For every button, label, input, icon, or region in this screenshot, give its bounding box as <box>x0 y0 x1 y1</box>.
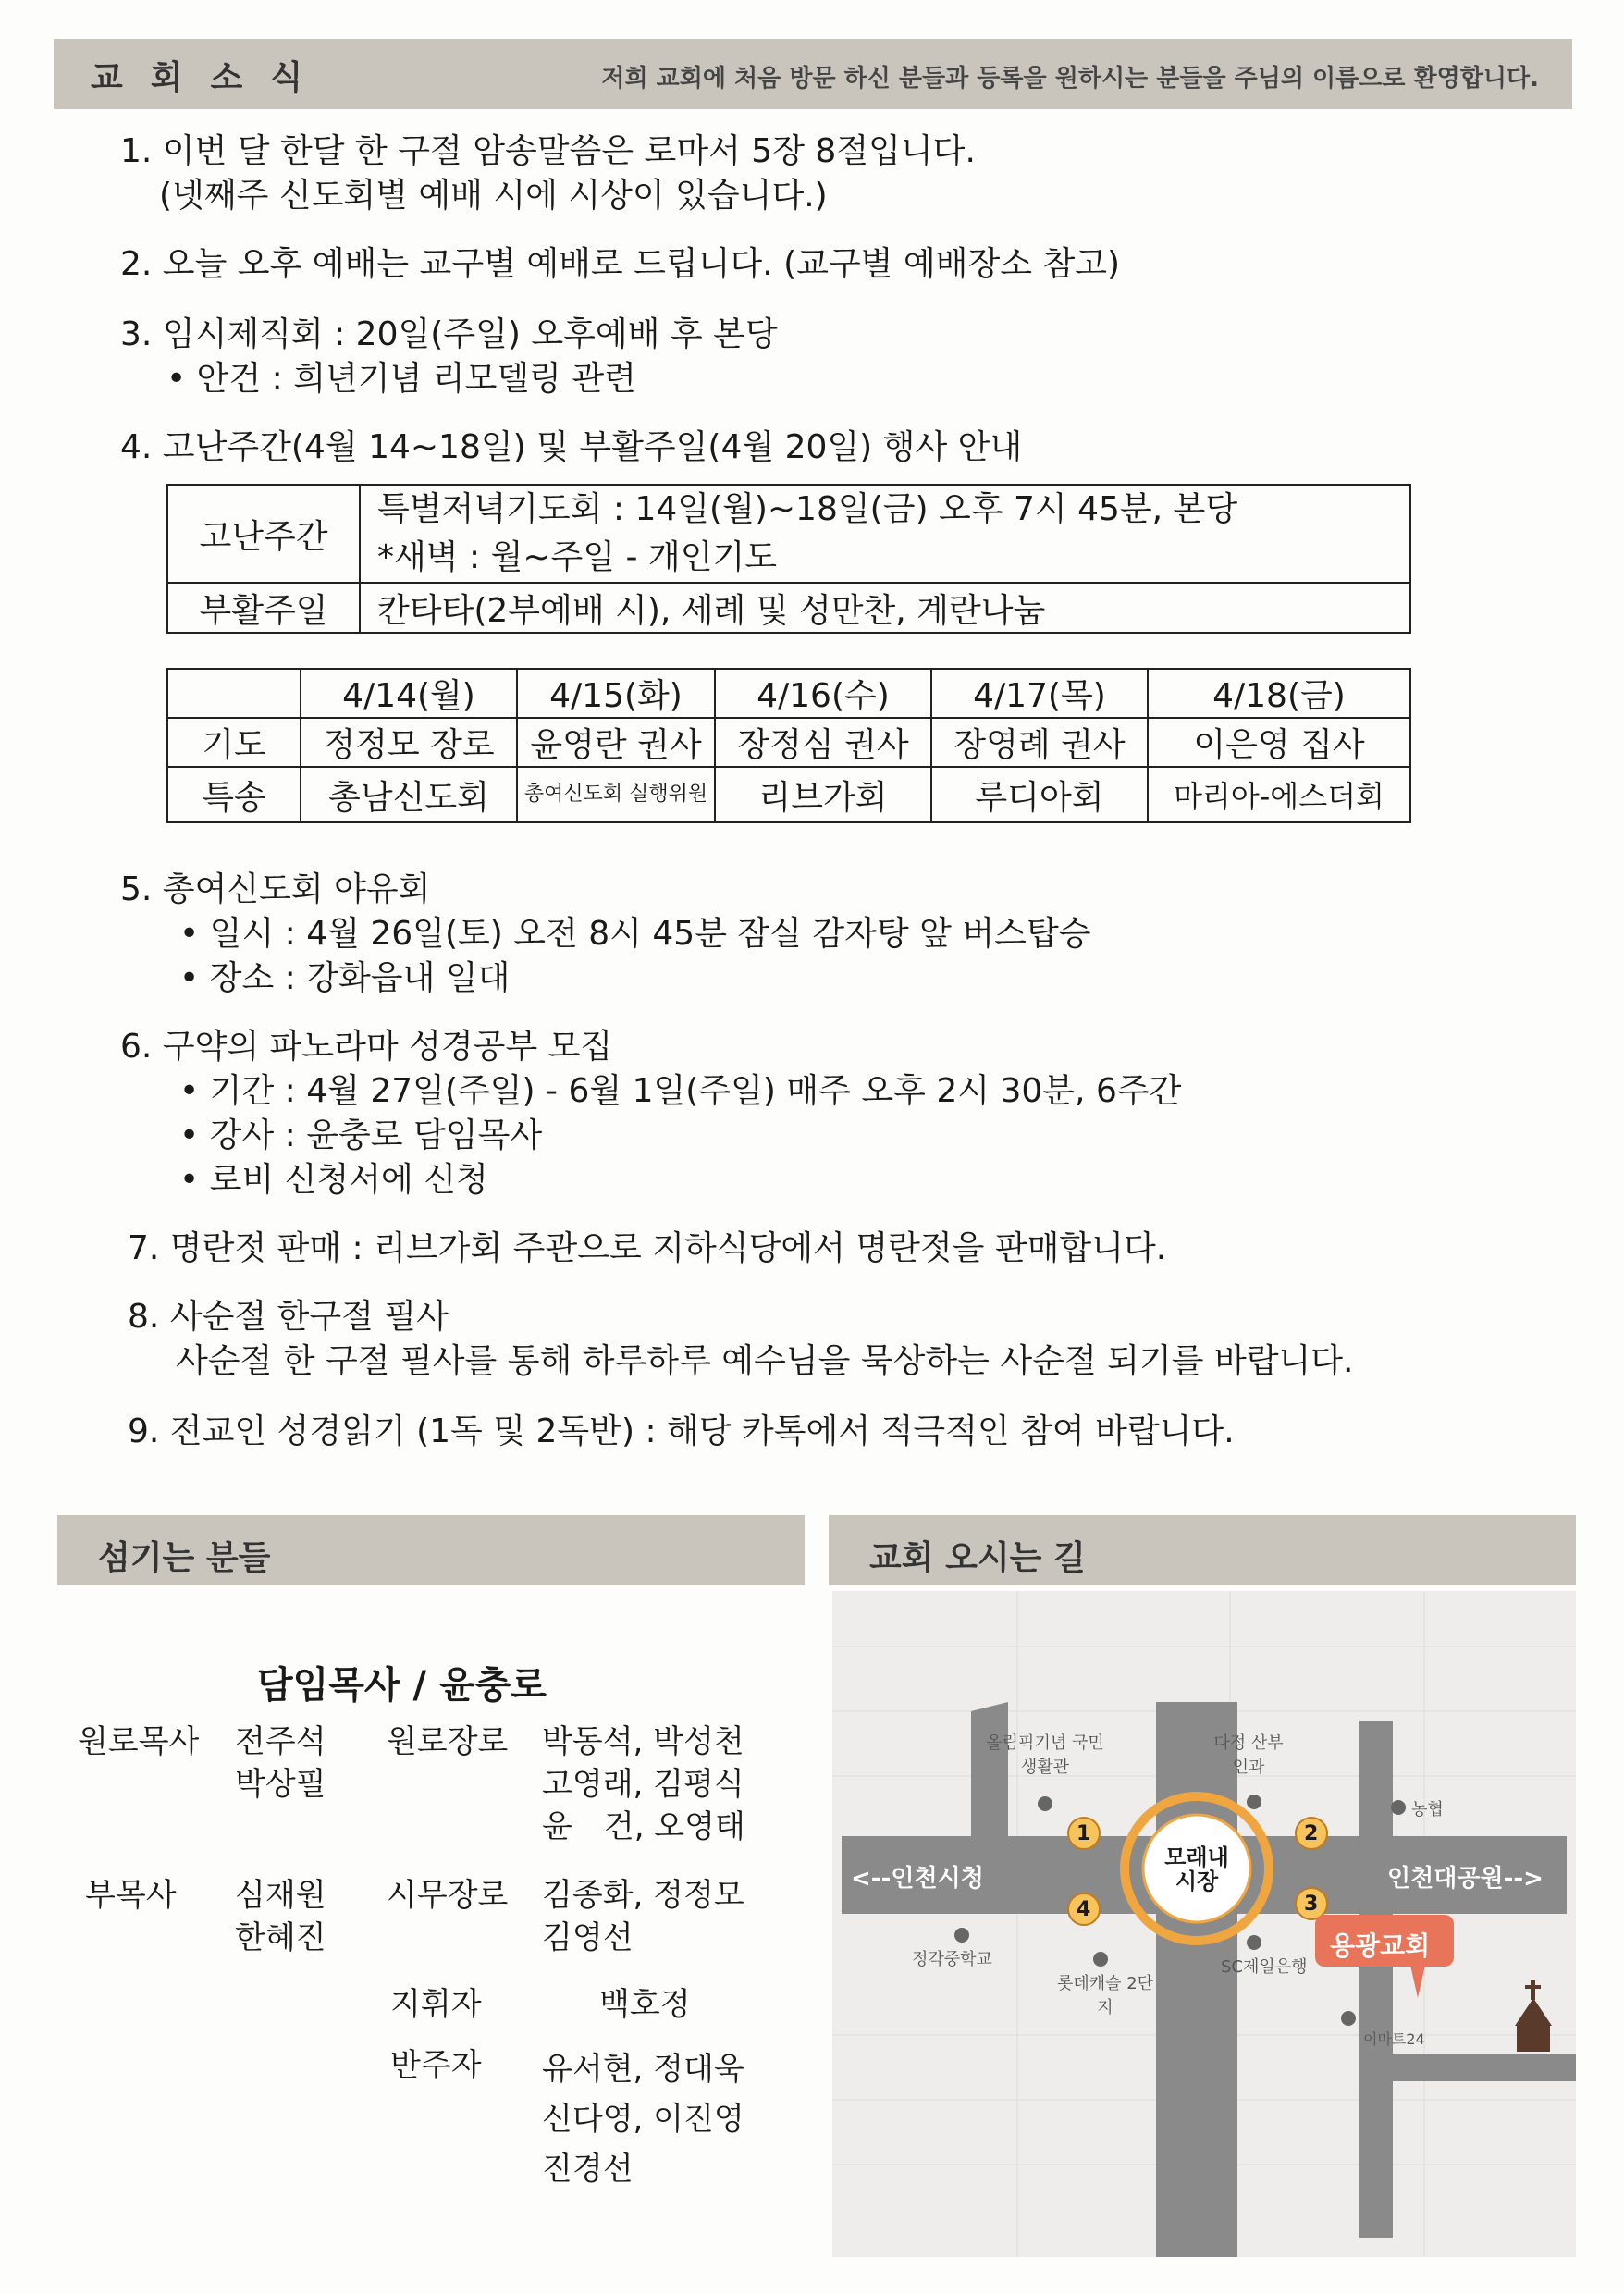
map-graphic <box>832 1591 1576 2257</box>
table-cell: 장정심 권사 <box>715 718 931 767</box>
table-cell: 총남신도회 <box>301 767 517 822</box>
landmark-school: 정각중학교 <box>912 1950 992 1969</box>
table-row <box>167 485 1410 583</box>
table-cell-date: 4/16(수) <box>715 669 931 718</box>
emeritus-pastor-label: 원로목사 <box>78 1723 200 1760</box>
church-icon <box>1515 1980 1552 2052</box>
directions-map <box>832 1591 1576 2257</box>
table-row <box>167 583 1410 633</box>
accompanists: 유서현, 정대욱 신다영, 이진영 진경선 <box>542 2051 744 2188</box>
table-cell-label: 부활주일 <box>167 583 360 633</box>
conductor: 백호정 <box>599 1986 691 2023</box>
exit-3-label: 3 <box>1304 1893 1319 1916</box>
table-cell-date: 4/15(화) <box>517 669 715 718</box>
table-row <box>167 669 1410 718</box>
conductor-label: 지휘자 <box>390 1986 482 2023</box>
exit-1-label: 1 <box>1077 1822 1091 1845</box>
table-cell: 리브가회 <box>715 767 931 822</box>
emeritus-elder-label: 원로장로 <box>387 1723 509 1760</box>
news-item-8: 8. 사순절 한구절 필사 사순절 한 구절 필사를 통해 하루하루 예수님을 묵상하는 사순절 되기를 바랍니다. <box>128 1298 1354 1380</box>
landmark-sc-bank: SC제일은행 <box>1221 1957 1308 1977</box>
accompanist-label: 반주자 <box>390 2047 482 2084</box>
landmark-clinic: 다정 산부인과 <box>1213 1733 1284 1777</box>
news-item-3: 3. 임시제직회 : 20일(주일) 오후예배 후 본당 • 안건 : 희년기념 리모델링 관련 <box>120 315 778 398</box>
table-cell <box>167 669 301 718</box>
table-cell: 정정모 장로 <box>301 718 517 767</box>
table-row <box>167 767 1410 822</box>
section-title: 교회소식 <box>91 59 331 97</box>
left-road-label: <--인천시청 <box>851 1865 984 1893</box>
table-cell: 마리아-에스더회 <box>1148 767 1410 822</box>
directions-heading: 교회 오시는 길 <box>869 1539 1086 1577</box>
landmark-bank-nh: 농협 <box>1411 1800 1444 1819</box>
news-item-7: 7. 명란젓 판매 : 리브가회 주관으로 지하식당에서 명란젓을 판매합니다. <box>128 1229 1167 1267</box>
table-cell: 총여신도회 실행위원 <box>517 767 715 822</box>
table-cell: 이은영 집사 <box>1148 718 1410 767</box>
road-right <box>1359 1720 1393 2238</box>
emeritus-pastors: 전주석 박상필 <box>235 1723 326 1803</box>
table-row <box>167 718 1410 767</box>
landmark-sports-center: 올림픽기념 국민생활관 <box>986 1733 1104 1777</box>
road-branch <box>1359 2054 1576 2081</box>
elders: 김종화, 정정모 김영선 <box>542 1877 744 1956</box>
road-center <box>1156 1702 1237 2257</box>
table-cell-date: 4/18(금) <box>1148 669 1410 718</box>
exit-2-label: 2 <box>1304 1822 1319 1845</box>
landmark-apartment: 롯데캐슬 2단지 <box>1056 1974 1154 2017</box>
table-cell: 장영례 권사 <box>931 718 1148 767</box>
associate-pastor-label: 부목사 <box>85 1877 177 1914</box>
exit-4-label: 4 <box>1077 1898 1091 1921</box>
table-cell-label: 특송 <box>167 767 301 822</box>
table-cell-label: 기도 <box>167 718 301 767</box>
holy-week-schedule-table <box>166 668 1411 823</box>
table-cell-date: 4/17(목) <box>931 669 1148 718</box>
staff-heading-bar <box>57 1515 805 1585</box>
senior-pastor: 담임목사 / 윤충로 <box>257 1664 547 1707</box>
table-cell-label: 고난주간 <box>167 485 360 583</box>
associate-pastors: 심재원 한혜진 <box>235 1877 326 1956</box>
news-item-5: 5. 총여신도회 야유회 • 일시 : 4월 26일(토) 오전 8시 45분 잠실 감자탕 앞 버스탑승 • 장소 : 강화읍내 일대 <box>120 870 1091 997</box>
table-cell: 루디아회 <box>931 767 1148 822</box>
right-road-label: 인천대공원--> <box>1387 1865 1544 1893</box>
table-cell-date: 4/14(월) <box>301 669 517 718</box>
market-label: 모래내 시장 <box>1164 1844 1229 1894</box>
table-cell: 윤영란 권사 <box>517 718 715 767</box>
table-cell-details: 특별저녁기도회 : 14일(월)~18일(금) 오후 7시 45분, 본당 *새벽 : 월~주일 - 개인기도 <box>360 485 1410 583</box>
welcome-message: 저희 교회에 처음 방문 하신 분들과 등록을 원하시는 분들을 주님의 이름으로 환영합니다. <box>601 65 1539 92</box>
directions-heading-bar <box>829 1515 1576 1585</box>
header-bar <box>54 39 1572 109</box>
staff-heading: 섬기는 분들 <box>98 1539 271 1577</box>
news-item-4: 4. 고난주간(4월 14~18일) 및 부활주일(4월 20일) 행사 안내 <box>120 428 1023 466</box>
news-item-1: 1. 이번 달 한달 한 구절 암송말씀은 로마서 5장 8절입니다. (넷째주 신도회별 예배 시에 시상이 있습니다.) <box>120 132 976 215</box>
elder-label: 시무장로 <box>387 1877 509 1914</box>
easter-events-table <box>166 484 1411 634</box>
church-label: 용광교회 <box>1330 1930 1431 1961</box>
table-cell-details: 칸타타(2부예배 시), 세례 및 성만찬, 계란나눔 <box>360 583 1410 633</box>
news-item-2: 2. 오늘 오후 예배는 교구별 예배로 드립니다. (교구별 예배장소 참고) <box>120 245 1121 283</box>
news-item-9: 9. 전교인 성경읽기 (1독 및 2독반) : 해당 카톡에서 적극적인 참여 바랍니다. <box>128 1412 1235 1450</box>
landmark-convenience-store: 이마트24 <box>1363 2030 1425 2048</box>
emeritus-elders: 박동석, 박성천 고영래, 김평식 윤 건, 오영태 <box>542 1723 745 1845</box>
news-item-6: 6. 구약의 파노라마 성경공부 모집 • 기간 : 4월 27일(주일) - 6월 1일(주일) 매주 오후 2시 30분, 6주간 • 강사 : 윤충로 담임목사 • 로비 신청서에 신청 <box>120 1028 1182 1199</box>
